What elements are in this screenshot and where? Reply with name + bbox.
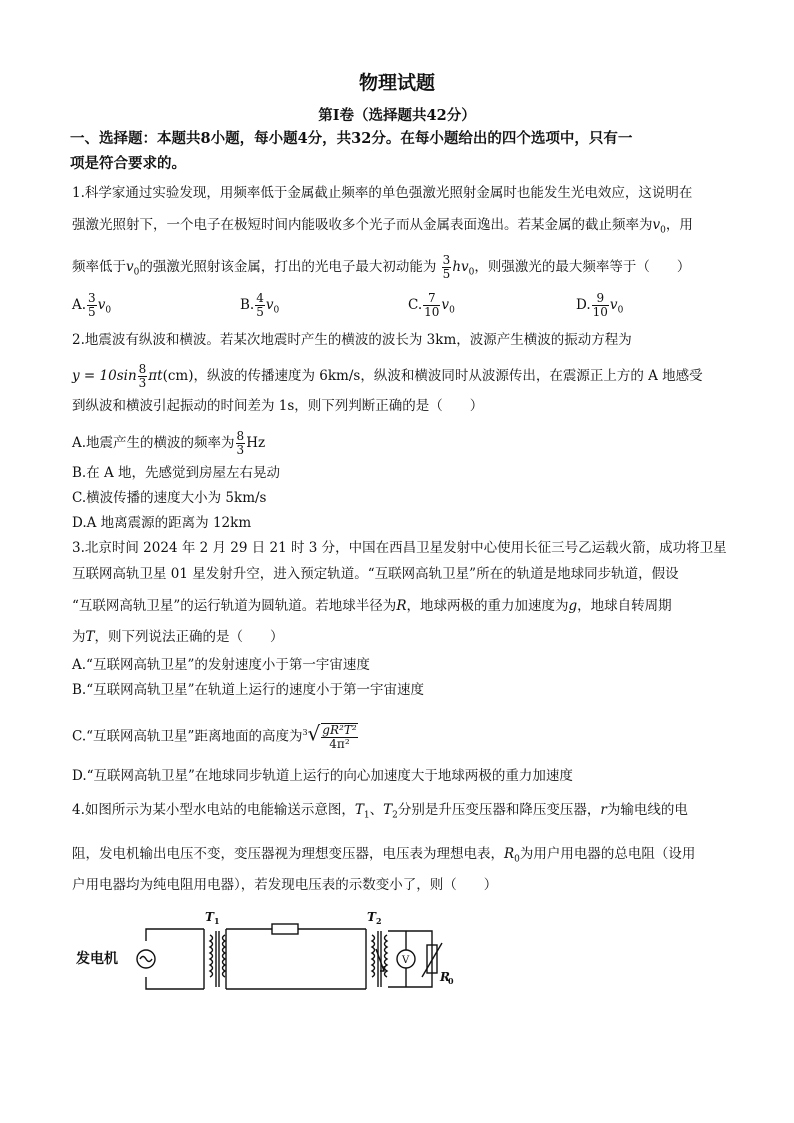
t2-secondary-coil xyxy=(385,935,388,977)
t1-primary-coil xyxy=(210,935,213,977)
q3-option-d: D.“互联网高轨卫星”在地球同步轨道上运行的向心加速度大于地球两极的重力加速度 xyxy=(72,768,573,784)
q3-line1: 3.北京时间 2024 年 2 月 29 日 21 时 3 分，中国在西昌卫星发射中心使用长征三号乙运载火箭，成功将卫星 xyxy=(72,540,727,556)
q2-option-d: D.A 地离震源的距离为 12km xyxy=(72,515,252,531)
q1-line3: 频率低于$v_0$的强激光照射该金属，打出的光电子最大初动能为 $\frac{3}{5}$ $hv_0$，则强激光的最大频率等于（ ） xyxy=(72,253,691,281)
q1-energy-fraction: $\frac{3}{5}$ xyxy=(442,253,451,281)
q1-option-d: D. $\frac{9}{10}$ $v_0$ xyxy=(576,291,624,319)
q2-option-a: A.地震产生的横波的频率为 $\frac{8}{3}$ Hz xyxy=(72,429,266,457)
q1-line2: 强激光照射下，一个电子在极短时间内能吸收多个光子而从金属表面逸出。若某金属的截止频率为$v_0$，用 xyxy=(72,217,693,236)
t1-label: T xyxy=(205,910,214,924)
q1-option-b: B. $\frac{4}{5}$ $v_0$ xyxy=(240,291,280,319)
ac-wave-icon xyxy=(140,957,152,962)
q4-line3: 户用电器均为纯电阻用电器），若发现电压表的示数变小了，则（ ） xyxy=(72,877,498,893)
q3-option-a: A.“互联网高轨卫星”的发射速度小于第一宇宙速度 xyxy=(72,657,370,673)
r0-label: R xyxy=(440,970,450,984)
generator-wire-top xyxy=(146,929,204,941)
svg-text:2: 2 xyxy=(376,916,382,926)
q3-line3: “互联网高轨卫星”的运行轨道为圆轨道。若地球半径为R，地球两极的重力加速度为g，地球自转周期 xyxy=(72,598,672,614)
t2-tap-arrow xyxy=(376,949,384,971)
q1-line1: 1.科学家通过实验发现，用频率低于金属截止频率的单色强激光照射金属时也能发生光电效应，这说明在 xyxy=(72,185,693,201)
generator-wire-bottom xyxy=(146,977,204,989)
q2-line2: y = 10sin $\frac{8}{3}$ πt(cm)，纵波的传播速度为 6km/s，纵波和横波同时从波源传出，在震源正上方的 A 地感受 xyxy=(72,362,703,390)
section-header-line1: 一、选择题：本题共8小题，每小题4分，共32分。在每小题给出的四个选项中，只有一 xyxy=(70,130,633,147)
section-header-line2: 项是符合要求的。 xyxy=(70,155,186,172)
page-title: 物理试题 xyxy=(358,72,435,94)
t2-label: T xyxy=(367,910,376,924)
t1-secondary-coil xyxy=(223,935,226,977)
svg-text:1: 1 xyxy=(214,916,220,926)
line-resistance-r xyxy=(272,924,298,934)
q2-line1: 2.地震波有纵波和横波。若某次地震时产生的横波的波长为 3km，波源产生横波的振动方程为 xyxy=(72,332,632,348)
power-transmission-diagram xyxy=(76,905,456,1015)
q4-line2: 阻，发电机输出电压不变，变压器视为理想变压器，电压表为理想电表，$R_0$为用户用电器的总电阻（设用 xyxy=(72,846,696,865)
page-subtitle: 第Ⅰ卷（选择题共42分） xyxy=(318,107,476,124)
q3-option-b: B.“互联网高轨卫星”在轨道上运行的速度小于第一宇宙速度 xyxy=(72,682,425,698)
voltmeter-symbol: V xyxy=(402,955,410,966)
q3-line2: 互联网高轨卫星 01 星发射升空，进入预定轨道。“互联网高轨卫星”所在的轨道是地球同步轨道，假设 xyxy=(72,566,679,582)
q2-option-c: C.横波传播的速度大小为 5km/s xyxy=(72,490,267,506)
q3-line4: 为T，则下列说法正确的是（ ） xyxy=(72,629,284,645)
q1-option-c: C. $\frac{7}{10}$ $v_0$ xyxy=(408,291,455,319)
q3-option-c: C.“互联网高轨卫星”距离地面的高度为$^3$√ $\frac{\text{gR²T²}}{\text{4π²}}$ xyxy=(72,721,357,751)
generator-label: 发电机 xyxy=(76,951,118,967)
q2-line3: 到纵波和横波引起振动的时间差为 1s，则下列判断正确的是（ ） xyxy=(72,398,484,414)
svg-text:0: 0 xyxy=(448,976,454,986)
t2-primary-coil xyxy=(372,935,375,977)
q2-option-b: B.在 A 地，先感觉到房屋左右晃动 xyxy=(72,465,281,481)
q1-option-a: A. $\frac{3}{5}$ $v_0$ xyxy=(72,291,112,319)
q4-line1: 4.如图所示为某小型水电站的电能输送示意图，$T_1$、$T_2$分别是升压变压器和降压变压器，r为输电线的电 xyxy=(72,802,688,821)
